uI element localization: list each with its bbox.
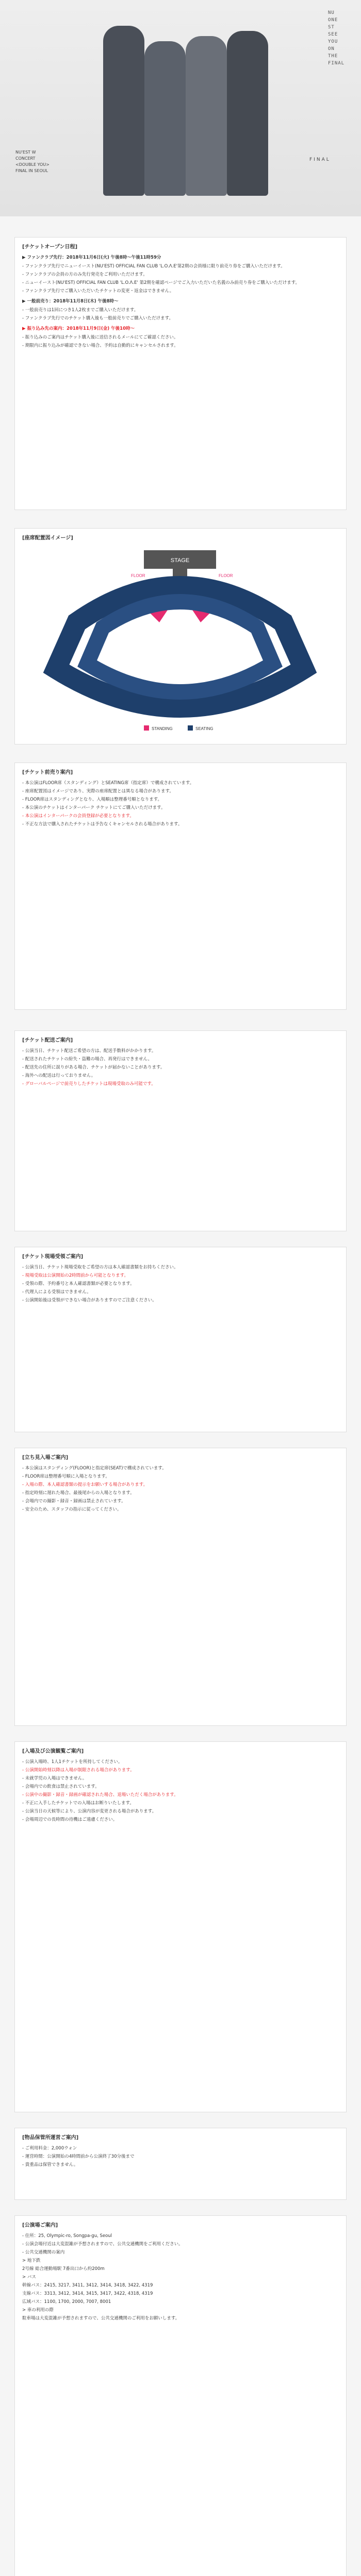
hero-concert-title: NU'EST W CONCERT <DOUBLE YOU> FINAL IN SEOUL — [15, 150, 50, 173]
section-title: [チケットオープン日程] — [22, 244, 78, 250]
section-title: [立ち見入場ご案内] — [22, 1455, 69, 1461]
hero-banner — [0, 0, 361, 216]
floor-a-label: FLOOR — [131, 573, 145, 578]
section-title: [チケット前売り案内] — [22, 770, 73, 775]
svg-text:A: A — [155, 595, 159, 601]
schedule-fanclub: ▶ ファンクラブ先行：2018年11月6日(火) 午後8時〜午後11時59分 — [22, 255, 161, 260]
section-title: [チケット現場受領ご案内] — [22, 1254, 84, 1260]
hero-final-label: FINAL — [309, 157, 331, 162]
member-figure-3 — [186, 36, 227, 196]
locker-section: [物品保管所運営ご案内] - ご利用料金：2,000ウォン - 運営時間：公演開始の4時間前から公演終了30分後まで - 貴重品は保管できません。 — [14, 2128, 347, 2200]
entry-viewing-section: [入場及び公演観覧ご案内] - 公演入場時、1人1チケットを所持してください。 - 公演開始時刻以降は入場が制限される場合があります。 - 未就学児の入場はできません。 - 会場内での飲食は禁止されています。 - 公演中の撮影・録音・録画が確認された場合、退場いただく場合があります。 - 不正に入手したチケットでの入場はお断りいたします。 - 公演当日の天候等により、公演内容が変更される場合があります。 - 会場周辺での長時間の待機はご遠慮ください。 — [14, 1741, 347, 2112]
legend-standing-label: STANDING — [152, 726, 173, 731]
section-title: [座席配置図イメージ] — [22, 535, 73, 541]
ticket-delivery-section: [チケット配送ご案内] - 公演当日、チケット配送ご希望の方は、配送手数料がかかります。 - 配送されたチケットの紛失・盗難の場合、再発行はできません。 - 配送先の住所に誤りがある場合、チケットが届かないことがあります。 - 海外への配送は行っておりません。 - グローバルページで前売りしたチケットは現場受取のみ可能です。 — [14, 1030, 347, 1231]
section-title: [公演場ご案内] — [22, 2223, 58, 2228]
floor-b-label: FLOOR — [219, 573, 233, 578]
seat-map — [15, 545, 346, 736]
section-title: [チケット配送ご案内] — [22, 1038, 73, 1043]
section-title: [入場及び公演観覧ご案内] — [22, 1749, 84, 1754]
ticket-pickup-section: [チケット現場受領ご案内] - 公演当日、チケット現場受取をご希望の方は本人確認書類をお持ちください。 - 現場受取は公演開始の2時間前から可能となります。 - 受領の際、予約番号と本人確認書類が必要となります。 - 代理人による受領はできません。 - 公演開始後は受領ができない場合がありますのでご注意ください。 — [14, 1247, 347, 1432]
standing-entry-section: [立ち見入場ご案内] - 本公演はスタンディング(FLOOR)と指定席(SEAT)で構成されています。 - FLOOR席は整理番号順に入場となります。 - 入場の際、本人確認書類の提示をお願いする場合があります。 - 指定時刻に遅れた場合、最後尾からの入場となります。 - 会場内での撮影・録音・録画は禁止されています。 - 安全のため、スタッフの指示に従ってください。 — [14, 1448, 347, 1726]
seat-map-section — [14, 528, 347, 744]
schedule-payment: ▶ 振り込み先の案内：2018年11月9日(金) 午後10時〜 — [22, 326, 135, 331]
section-title: [物品保管所運営ご案内] — [22, 2135, 79, 2141]
legend-standing-swatch — [144, 725, 149, 731]
legend-seating-swatch — [188, 725, 193, 731]
venue-section: [公演場ご案内] - 住所：25, Olympic-ro, Songpa-gu, Seoul - 公演会場付近は大変混雑が予想されますので、公共交通機関をご利用ください。 - 公共交通機関の案内 > 地下鉄 2号線 総合運動場駅 7番出口から約200m > バス 幹線バス：2415, 3217, 3411, 3412, 3414, 3418, 3422, 4319 支線バス：3313, 3412, 3414, 3415, 3417, 3422, 4318, 4319 広域バス：1100, 1700, 2000, 7007, 8001 > 車の利用の際 駐車場は大変混雑が予想されますので、公共交通機関のご利用をお願いします。 — [14, 2215, 347, 2576]
member-figure-2 — [144, 41, 186, 196]
ticket-open-schedule-section: [チケットオープン日程] ▶ ファンクラブ先行：2018年11月6日(火) 午後8時〜午後11時59分 - ファンクラブ先行でニューイースト(NU'EST) OFFICIAL FAN CLUB 'L.O.Λ.E'第2期の会員様に限り前売り券をご購入いただけます。 - ファンクラブの会員の方のみ先行発売をご利用いただけます。 - ニューイースト(NU'EST) OFFICIAL FAN CLUB 'L.O.Λ.E' 第2期を確認ページでご入力いただいた名義のみ前売り券をご購入いただけます。 - ファンクラブ先行でご購入いただいたチケットの変更・返金はできません。 ▶ 一般前売り：2018年11月8日(木) 午後8時〜 - 一般前売りは1回につき1人2枚までご購入いただけます。 - ファンクラブ先行でのチケット購入後も一般前売りでご購入いただけます。 ▶ 振り込み先の案内：2018年11月9日(金) 午後10時〜 - 振り込みのご案内はチケット購入後に送信されるメールにてご確認ください。 - 期限内に振り込みが確認できない場合、予約は自動的にキャンセルされます。 — [14, 237, 347, 510]
seating-ring-inner — [87, 602, 273, 692]
hero-title-letters: NU ONE ST SEE YOU ON THE FINAL — [328, 10, 345, 66]
legend-seating-label: SEATING — [195, 726, 214, 731]
svg-text:B: B — [201, 595, 205, 601]
member-figure-4 — [227, 31, 268, 196]
stage-label: STAGE — [170, 557, 190, 564]
member-figure-1 — [103, 26, 144, 196]
ticket-presale-section: [チケット前売り案内] - 本公演はFLOOR席（スタンディング）とSEATING席（指定席）で構成されています。 - 座席配置図はイメージであり、実際の座席配置とは異なる場合があります。 - FLOOR席はスタンディングとなり、入場順は整理番号順となります。 - 本公演のチケットはインターパーク チケットにてご購入いただけます。 - 本公演はインターパークの会員登録が必要となります。 - 不正な方法で購入されたチケットは予告なくキャンセルされる場合があります。 — [14, 762, 347, 1010]
schedule-general: ▶ 一般前売り：2018年11月8日(木) 午後8時〜 — [22, 299, 119, 304]
